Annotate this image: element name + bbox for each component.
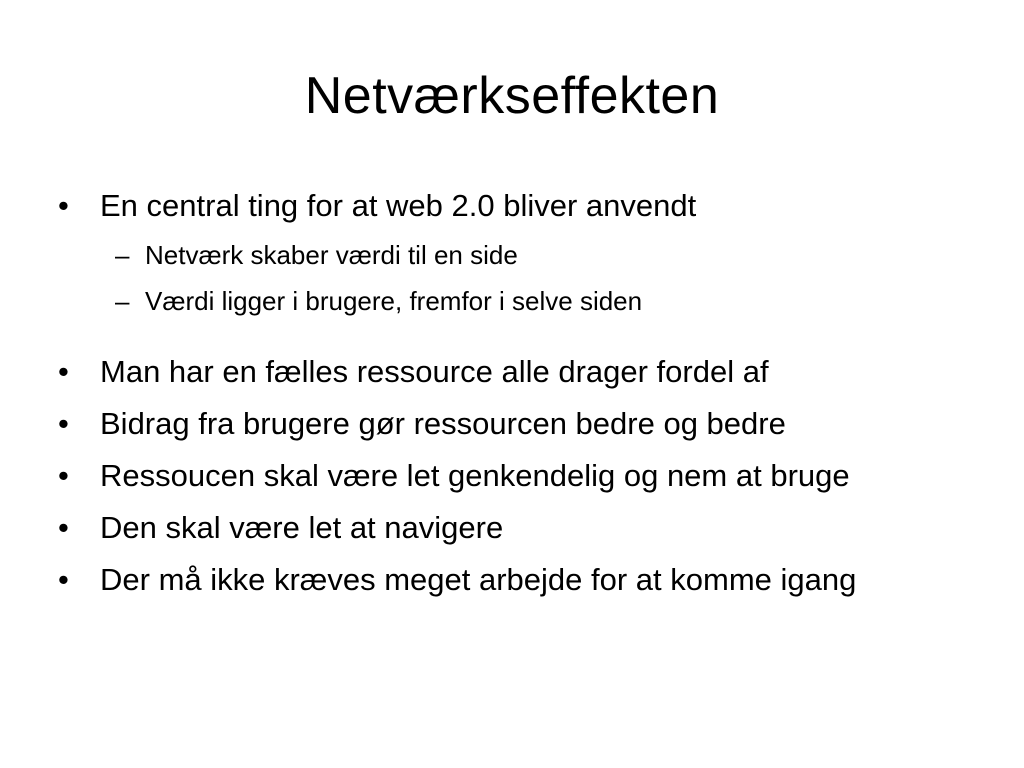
bullet-item	[58, 554, 998, 606]
spacer	[58, 324, 998, 346]
bullet-item	[58, 398, 998, 450]
dash-icon: –	[115, 286, 130, 316]
bullet-dot-icon: •	[58, 562, 69, 597]
bullet-dot-icon: •	[58, 510, 69, 545]
bullet-text: Den skal være let at navigere	[100, 510, 504, 545]
dash-icon: –	[115, 240, 130, 270]
bullet-text: Ressoucen skal være let genkendelig og nem at bruge	[100, 458, 850, 493]
sub-bullet-item	[58, 278, 998, 324]
sub-bullet-item	[58, 232, 998, 278]
bullet-item	[58, 502, 998, 554]
bullet-item	[58, 346, 998, 398]
bullet-item	[58, 180, 998, 232]
bullet-list	[58, 180, 998, 606]
bullet-text: Der må ikke kræves meget arbejde for at komme igang	[100, 562, 857, 597]
bullet-text: En central ting for at web 2.0 bliver anvendt	[100, 188, 697, 223]
bullet-item	[58, 450, 998, 502]
bullet-dot-icon: •	[58, 406, 69, 441]
bullet-text: Bidrag fra brugere gør ressourcen bedre og bedre	[100, 406, 786, 441]
bullet-dot-icon: •	[58, 458, 69, 493]
bullet-text: Man har en fælles ressource alle drager fordel af	[100, 354, 769, 389]
sub-bullet-text: Netværk skaber værdi til en side	[145, 240, 518, 270]
sub-bullet-text: Værdi ligger i brugere, fremfor i selve siden	[145, 286, 643, 316]
bullet-dot-icon: •	[58, 354, 69, 389]
bullet-dot-icon: •	[58, 188, 69, 223]
slide-title: Netværkseffekten	[304, 67, 720, 125]
